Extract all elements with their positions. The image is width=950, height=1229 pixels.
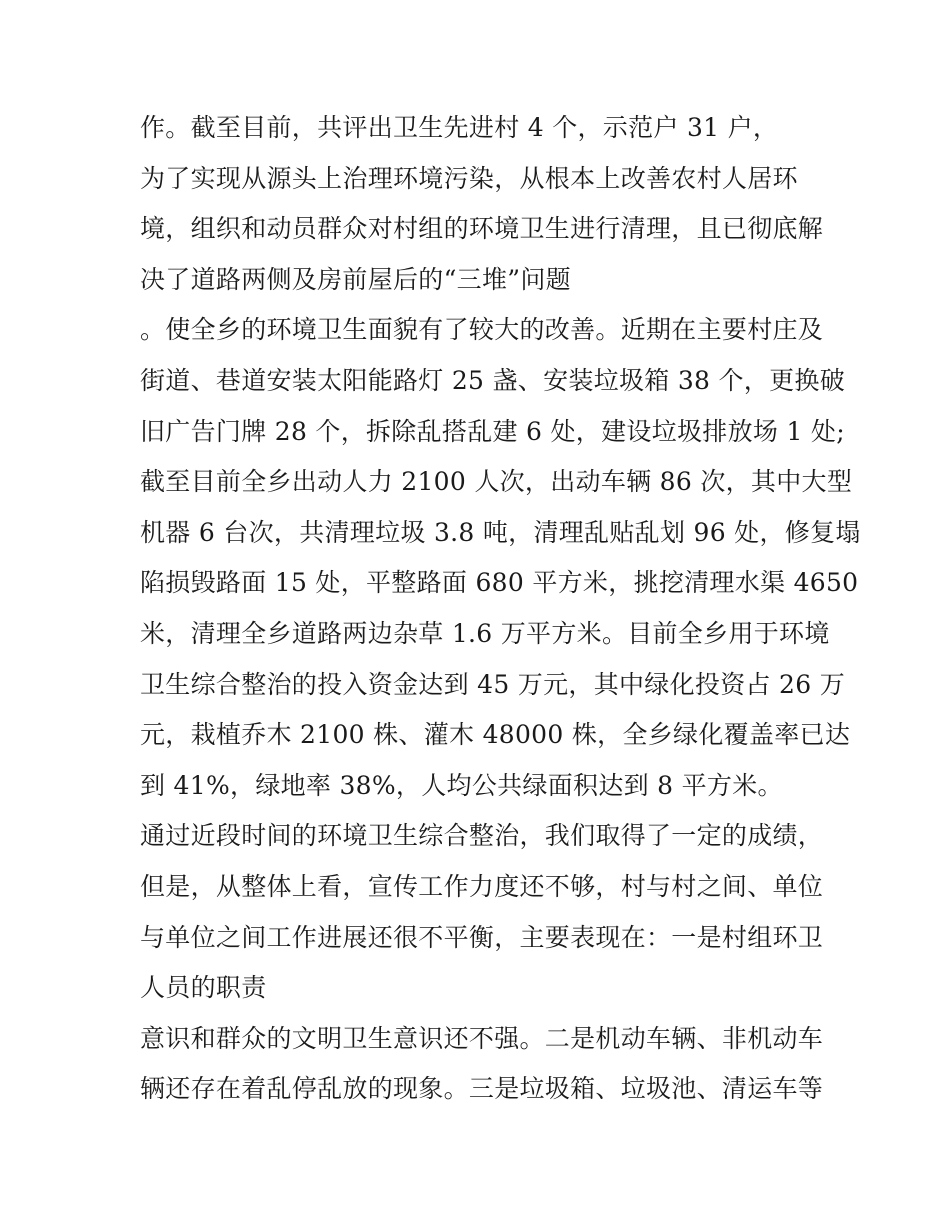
- text-line: 。使全乡的环境卫生面貌有了较大的改善。近期在主要村庄及: [140, 315, 824, 345]
- text-line: 通过近段时间的环境卫生综合整治，我们取得了一定的成绩，: [140, 821, 824, 851]
- text-line: 米，清理全乡道路两边杂草 1.6 万平方米。目前全乡用于环境: [140, 618, 830, 648]
- text-line: 意识和群众的文明卫生意识还不强。二是机动车辆、非机动车: [140, 1023, 824, 1053]
- text-line: 与单位之间工作进展还很不平衡，主要表现在：一是村组环卫: [140, 922, 824, 952]
- text-line: 旧广告门牌 28 个，拆除乱搭乱建 6 处，建设垃圾排放场 1 处;: [140, 416, 845, 446]
- text-line: 作。截至目前，共评出卫生先进村 4 个，示范户 31 户，: [140, 113, 779, 142]
- text-line: 卫生综合整治的投入资金达到 45 万元，其中绿化投资占 26 万: [140, 669, 846, 699]
- text-line: 境，组织和动员群众对村组的环境卫生进行清理，且已彻底解: [140, 214, 824, 244]
- text-line: 陷损毁路面 15 处，平整路面 680 平方米，挑挖清理水渠 4650: [140, 568, 859, 598]
- text-line: 决了道路两侧及房前屋后的“三堆”问题: [140, 264, 571, 294]
- text-line: 到 41%，绿地率 38%，人均公共绿面积达到 8 平方米。: [140, 770, 783, 800]
- text-line: 元，栽植乔木 2100 株、灌木 48000 株，全乡绿化覆盖率已达: [140, 720, 851, 750]
- text-line: 但是，从整体上看，宣传工作力度还不够，村与村之间、单位: [140, 871, 824, 901]
- document-body: [140, 103, 861, 1115]
- text-line: 人员的职责: [140, 973, 267, 1003]
- text-line: 街道、巷道安装太阳能路灯 25 盏、安装垃圾箱 38 个，更换破: [140, 365, 846, 395]
- text-line: 为了实现从源头上治理环境污染，从根本上改善农村人居环: [140, 163, 798, 193]
- text-line: 截至目前全乡出动人力 2100 人次，出动车辆 86 次，其中大型: [140, 467, 853, 497]
- text-line: 机器 6 台次，共清理垃圾 3.8 吨，清理乱贴乱划 96 处，修复塌: [140, 517, 861, 547]
- text-line: 辆还存在着乱停乱放的现象。三是垃圾箱、垃圾池、清运车等: [140, 1074, 824, 1104]
